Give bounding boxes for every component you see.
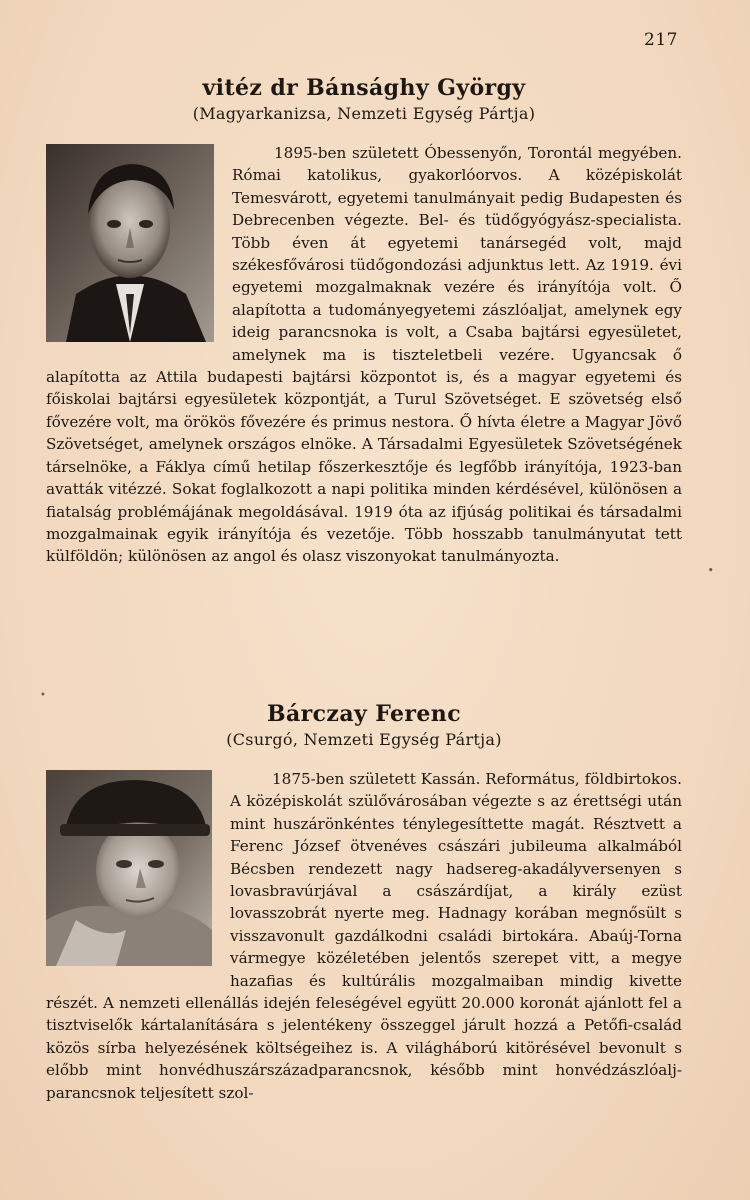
- page-number: 217: [644, 30, 678, 50]
- portrait-photo-icon: [46, 770, 212, 966]
- constituency-party: (Csurgó, Nemzeti Egység Pártja): [226, 730, 502, 749]
- dot-mark: •: [40, 690, 46, 701]
- biography-text: 1875-ben született Kassán. Református, földbirtokos. A középiskolát szülővárosában végezte s az érettségi után mint huszárönkéntes ténylegesíttette magát. Résztvett a Ferenc József ötvenéves császári jubileuma alkalmából Bécsben rendezett nagy hadsereg-akadályversenyen s lovasbravúrjával a császárdíjat, a király ezüst lovasszobrát nyerte meg. Hadnagy korában megnősült s visszavonult gazdálkodni családi birtokára. Abaúj-Torna vármegye közéletében jelentős szerepet vitt, a megye hazafias és kultúrális mozgalmaiban mindig kivette részét. A nemzeti ellenállás idején feleségével együtt 20.000 koronát ajánlott fel a tisztviselők kártalanítására s jelentékeny összeggel járult hozzá a Petőfi-család közös sírba helyezésének költségeihez is. A világháború kitörésével bevonult s előbb mint honvédhuszárszázadparancsnok, később mint honvédzászlóalj-parancsnok teljesített szol-: [46, 770, 682, 1102]
- person-name: vitéz dr Bánsághy György: [202, 75, 526, 101]
- biography-entry: [46, 74, 682, 568]
- constituency-party: (Magyarkanizsa, Nemzeti Egység Pártja): [192, 104, 536, 123]
- person-name: Bárczay Ferenc: [266, 701, 462, 727]
- portrait-photo-icon: [46, 144, 214, 342]
- biography-entry: [46, 700, 682, 1104]
- biography-text: 1895-ben született Óbessenyőn, Torontál megyében. Római katolikus, gyakorlóorvos. A középiskolát Temesvárott, egyetemi tanulmányait pedig Budapesten és Debrecenben végezte. Bel- és tüdőgyógyász-specialista. Több éven át egyetemi tanársegéd volt, majd székesfővárosi tüdőgondozási adjunktus lett. Az 1919. évi egyetemi mozgalmaknak vezére és irányítója volt. Ő alapította a tudományegyetemi zászlóaljat, amelynek egy ideig parancsnoka is volt, a Csaba bajtársi egyesületet, amelynek ma is tiszteletbeli vezére. Ugyancsak ő alapította az Attila budapesti bajtársi központot is, és a magyar egyetemi és főiskolai bajtársi egyesületek központját, a Turul Szövetséget. E szövetség első fővezére volt, ma örökös fővezére és primus nestora. Ő hívta életre a Magyar Jövő Szövetséget, amelynek országos elnöke. A Társadalmi Egyesületek Szövetségének társelnöke, a Fáklya című hetilap főszerkesztője és legfőbb irányítója, 1923-ban avatták vitézzé. Sokat foglalkozott a napi politika minden kérdésével, különösen a fiatalság problémájának megoldásával. 1919 óta az ifjúság politikai és társadalmi mozgalmainak egyik irányítója és vezetője. Több hosszabb tanulmányutat tett külföldön; különösen az angol és olasz viszonyokat tanulmányozta.: [46, 144, 682, 566]
- dot-mark: •: [707, 564, 714, 577]
